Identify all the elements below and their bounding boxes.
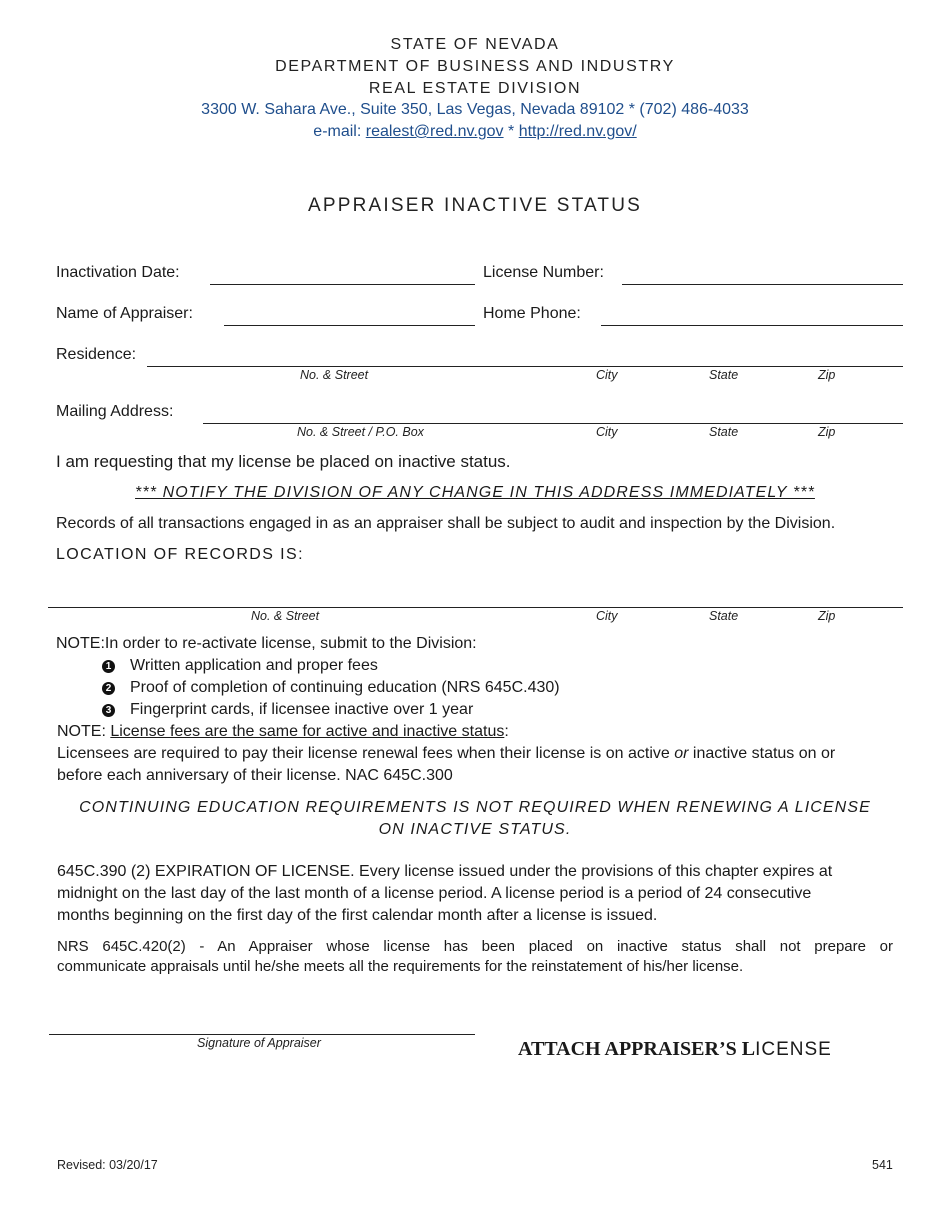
location-zip-sublabel: Zip (818, 609, 836, 623)
residence-street-sublabel: No. & Street (300, 368, 369, 382)
email-prefix: e-mail: (313, 123, 362, 140)
residence-state-sublabel: State (709, 368, 739, 382)
fees-note-body-part2: inactive status on or (692, 745, 836, 762)
residence-city-sublabel: City (596, 368, 618, 382)
location-city-sublabel: City (596, 609, 618, 623)
form-title: APPRAISER INACTIVE STATUS (307, 195, 643, 216)
attach-license-rest: ICENSE (755, 1039, 832, 1060)
fees-note-heading (57, 723, 509, 741)
license-number-field[interactable] (622, 284, 903, 285)
agency-contact (0, 123, 950, 141)
reactivation-item: Proof of completion of continuing education (NRS 645C.430) (130, 679, 560, 696)
ce-notice-line2: ON INACTIVE STATUS. (378, 821, 572, 838)
expiration-line2: midnight on the last day of the last month of a license period. A license period is a period of 24 consecutive (57, 885, 812, 902)
home-phone-field[interactable] (601, 325, 903, 326)
location-of-records-field[interactable] (48, 607, 903, 608)
number-three-icon: 3 (102, 704, 115, 717)
nrs-statement-line1: NRS 645C.420(2) - An Appraiser whose license has been placed on inactive status shall not prepare or (57, 938, 893, 955)
reactivation-item: Written application and proper fees (130, 657, 378, 674)
home-phone-label: Home Phone: (483, 305, 581, 322)
appraiser-name-label: Name of Appraiser: (56, 305, 193, 322)
mailing-city-sublabel: City (596, 425, 618, 439)
contact-separator: * (508, 123, 515, 140)
residence-zip-sublabel: Zip (818, 368, 836, 382)
reactivation-note-intro: NOTE:In order to re-activate license, submit to the Division: (56, 635, 477, 652)
expiration-line3: months beginning on the first day of the first calendar month after a license is issued. (57, 907, 658, 924)
email-link[interactable]: realest@red.nv.gov (365, 123, 504, 140)
fees-note-body-line1 (57, 745, 835, 763)
fees-note-underlined: License fees are the same for active and inactive status (110, 723, 505, 740)
number-two-icon: 2 (102, 682, 115, 695)
ce-notice-line1: CONTINUING EDUCATION REQUIREMENTS IS NOT REQUIRED WHEN RENEWING A LICENSE (79, 799, 871, 816)
revised-date: Revised: 03/20/17 (57, 1158, 158, 1172)
expiration-line1: 645C.390 (2) EXPIRATION OF LICENSE. Every license issued under the provisions of this chapter expires at (57, 863, 833, 880)
form-number: 541 (872, 1158, 893, 1172)
inactivation-date-label: Inactivation Date: (56, 264, 180, 281)
location-of-records-label: LOCATION OF RECORDS IS: (56, 546, 304, 563)
agency-division: REAL ESTATE DIVISION (368, 80, 582, 97)
attach-license-instruction (518, 1038, 832, 1061)
agency-state: STATE OF NEVADA (390, 36, 560, 53)
residence-label: Residence: (56, 346, 137, 363)
notify-warning: *** NOTIFY THE DIVISION OF ANY CHANGE IN THIS ADDRESS IMMEDIATELY *** (135, 484, 815, 501)
location-state-sublabel: State (709, 609, 739, 623)
agency-address: 3300 W. Sahara Ave., Suite 350, Las Vegas, Nevada 89102 * (702) 486-4033 (201, 101, 749, 118)
reactivation-item: Fingerprint cards, if licensee inactive over 1 year (130, 701, 474, 718)
mailing-address-label: Mailing Address: (56, 403, 174, 420)
fees-note-body-line2: before each anniversary of their license. NAC 645C.300 (57, 767, 453, 784)
fees-note-body-part1: Licensees are required to pay their license renewal fees when their license is on active (57, 745, 670, 762)
attach-license-bold: ATTACH APPRAISER’S L (518, 1038, 756, 1060)
fees-note-colon: : (504, 723, 509, 740)
mailing-zip-sublabel: Zip (818, 425, 836, 439)
license-number-label: License Number: (483, 264, 604, 281)
number-one-icon: 1 (102, 660, 115, 673)
records-statement: Records of all transactions engaged in as an appraiser shall be subject to audit and inspection by the Division. (56, 515, 836, 532)
nrs-statement-line2: communicate appraisals until he/she meets all the requirements for the reinstatement of his/her license. (57, 958, 744, 975)
mailing-street-sublabel: No. & Street / P.O. Box (297, 425, 424, 439)
signature-label: Signature of Appraiser (197, 1036, 321, 1050)
signature-field[interactable] (49, 1034, 475, 1035)
website-link[interactable]: http://red.nv.gov/ (518, 123, 637, 140)
mailing-address-field[interactable] (203, 423, 903, 424)
fees-note-or: or (674, 745, 689, 762)
request-statement: I am requesting that my license be placed on inactive status. (56, 452, 511, 471)
appraiser-name-field[interactable] (224, 325, 475, 326)
fees-note-prefix: NOTE: (57, 723, 106, 740)
agency-department: DEPARTMENT OF BUSINESS AND INDUSTRY (275, 58, 675, 75)
location-street-sublabel: No. & Street (251, 609, 320, 623)
inactivation-date-field[interactable] (210, 284, 475, 285)
mailing-state-sublabel: State (709, 425, 739, 439)
residence-field[interactable] (147, 366, 903, 367)
